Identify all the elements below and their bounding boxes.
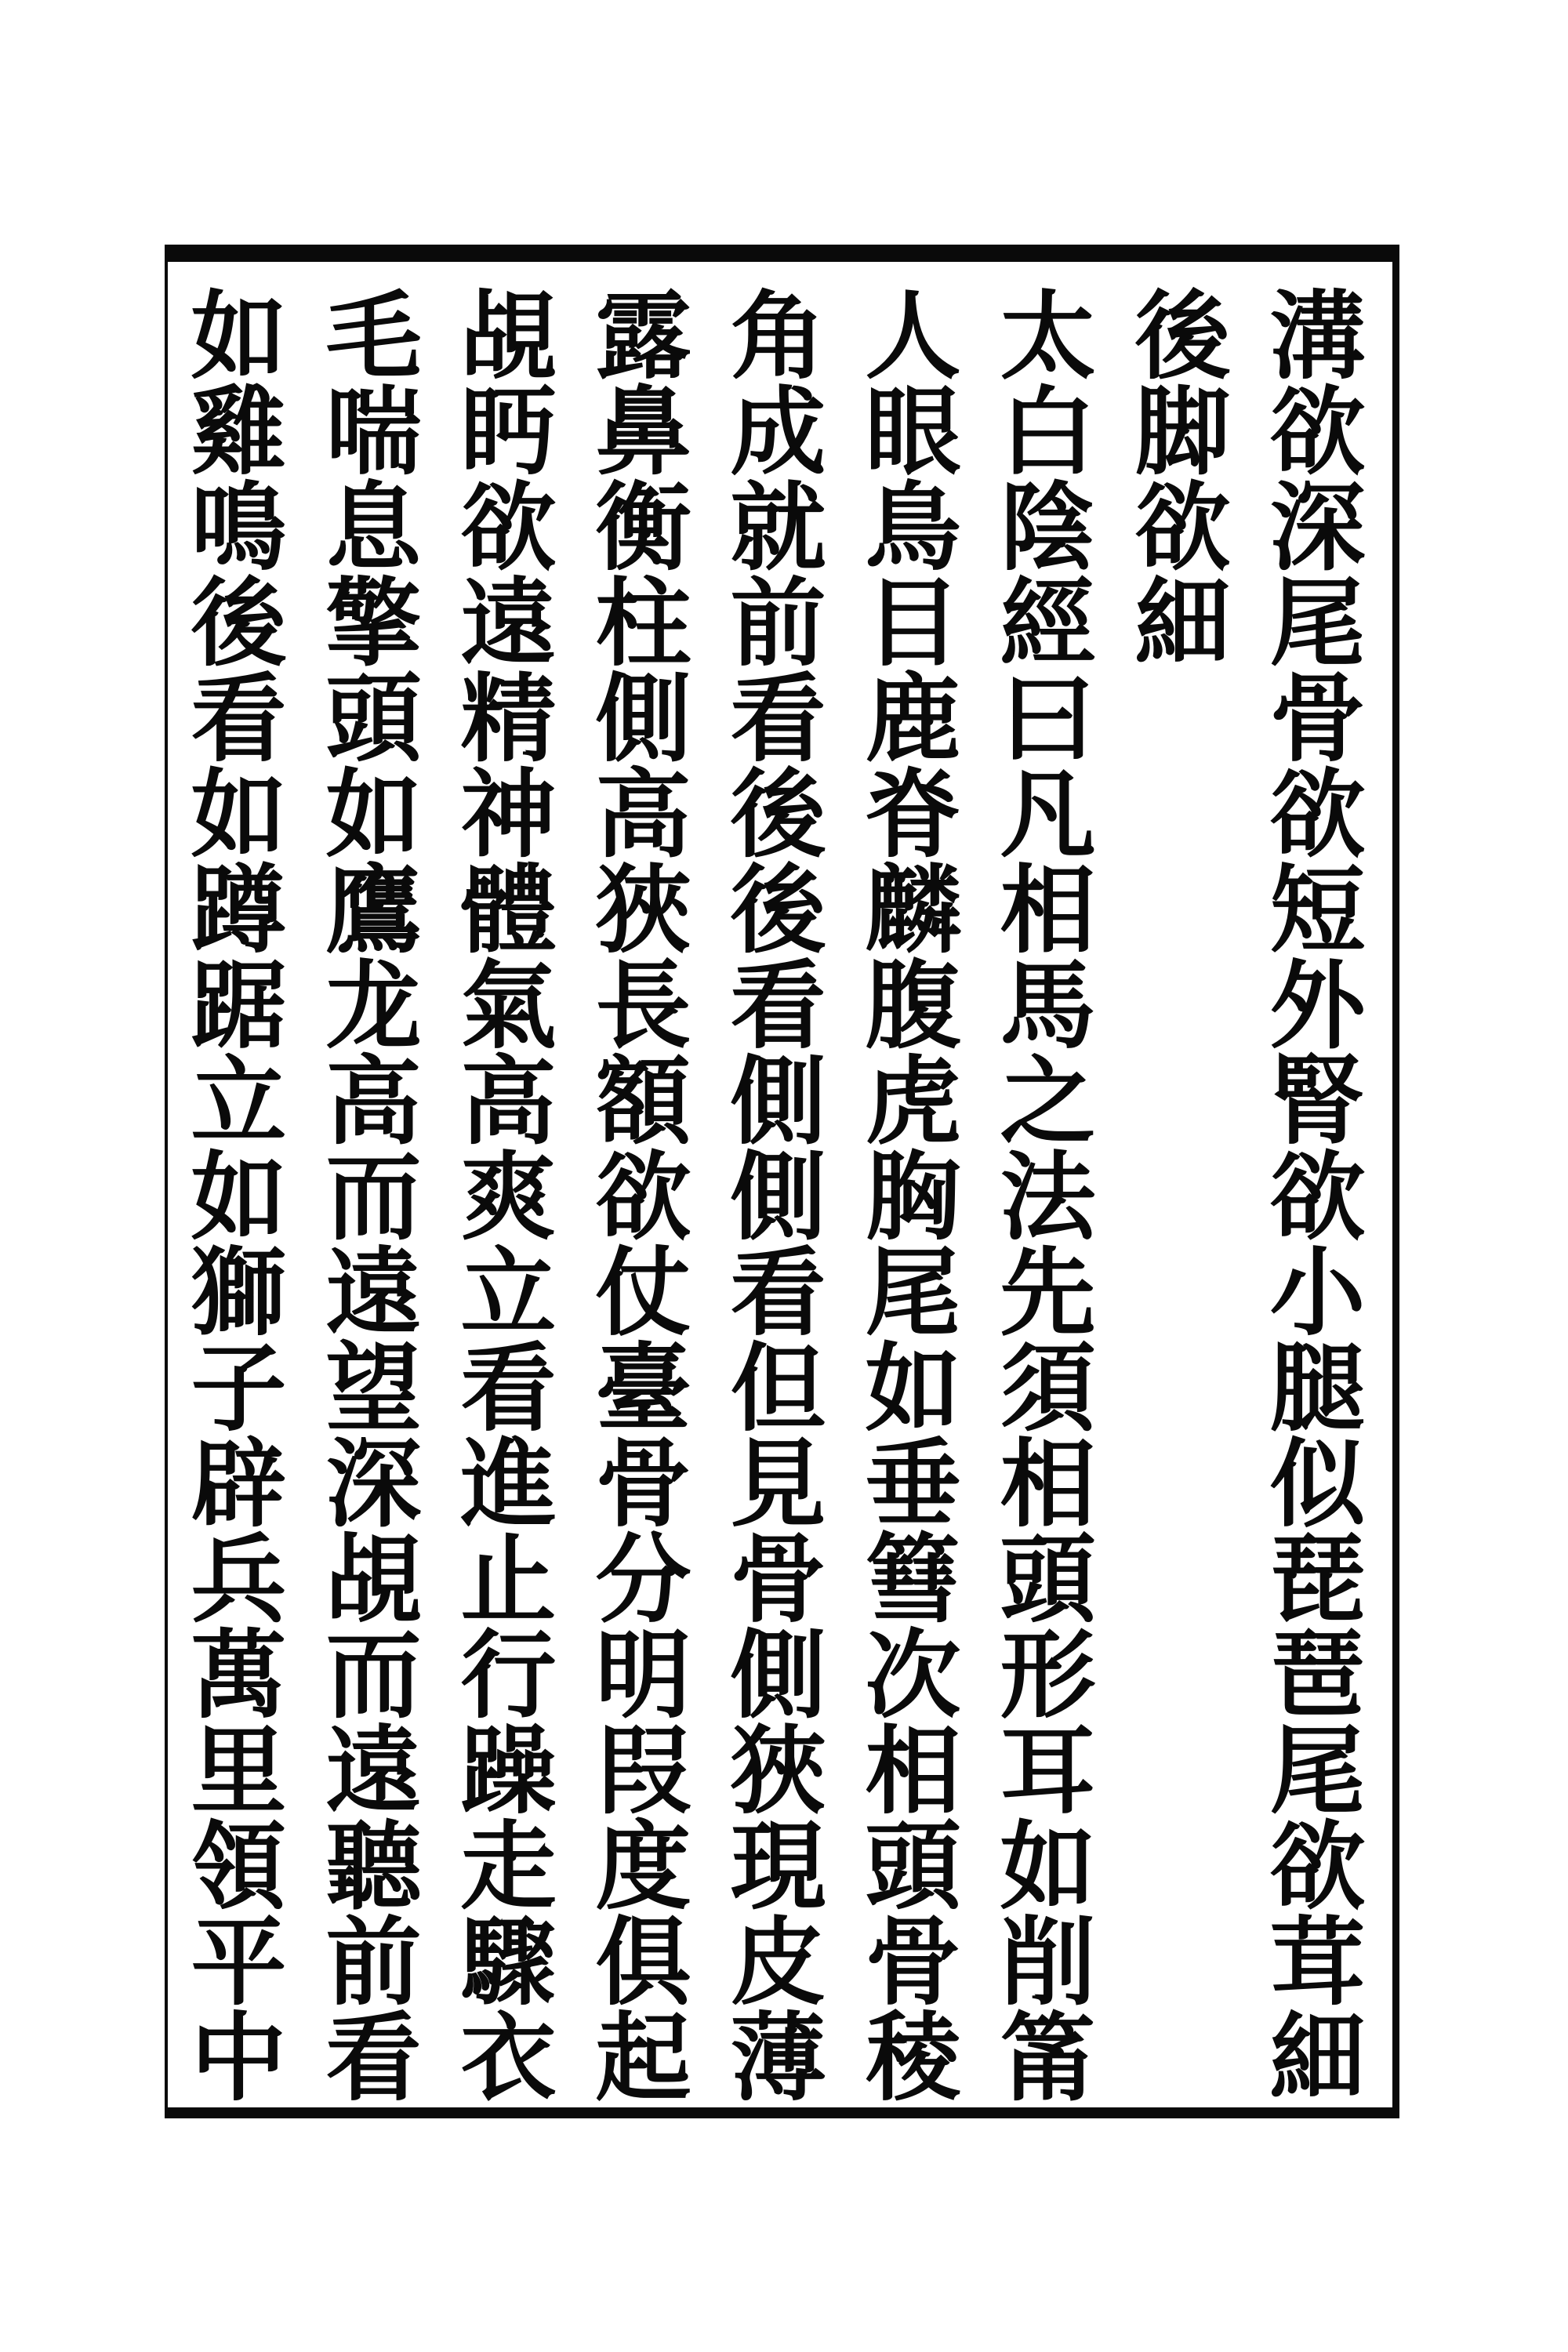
text-column-8	[301, 279, 431, 2103]
text-frame-border	[165, 245, 1399, 2118]
text-column-4	[840, 279, 971, 2103]
column-text: 毛喘息擎頭如鷹龙高而遠望深覘而遠聽前看	[310, 285, 423, 2103]
column-text: 溝欲深尾骨欲短外腎欲小腿似琵琶尾欲茸細	[1254, 285, 1367, 2103]
column-text: 如雞鳴後看如蹲踞立如獅子辟兵萬里領平中	[175, 285, 288, 2103]
text-column-3	[975, 279, 1105, 2103]
column-text: 太白陰經曰凡相馬之法先須相頭形耳如削筩	[984, 285, 1097, 2103]
column-text: 角成就前看後後看側側看但見骨側狹現皮薄	[714, 285, 827, 2103]
text-column-7	[436, 279, 566, 2103]
column-text: 人眼鳥目鹿脊麟腹虎胸尾如垂篲次相頭骨稜	[849, 285, 962, 2103]
text-column-5	[706, 279, 836, 2103]
text-column-2	[1110, 279, 1240, 2082]
text-column-6	[571, 279, 701, 2103]
text-columns	[166, 279, 1375, 2103]
column-text: 覘眄欲遠精神體氣高爽立看進止行躁走驟衣	[445, 285, 557, 2103]
text-column-1	[1245, 279, 1375, 2103]
text-column-9	[166, 279, 296, 2103]
column-text: 後脚欲細	[1119, 285, 1232, 668]
column-text: 露鼻衡柱側高狹長額欲仗臺骨分明叚度俱起	[579, 285, 692, 2103]
